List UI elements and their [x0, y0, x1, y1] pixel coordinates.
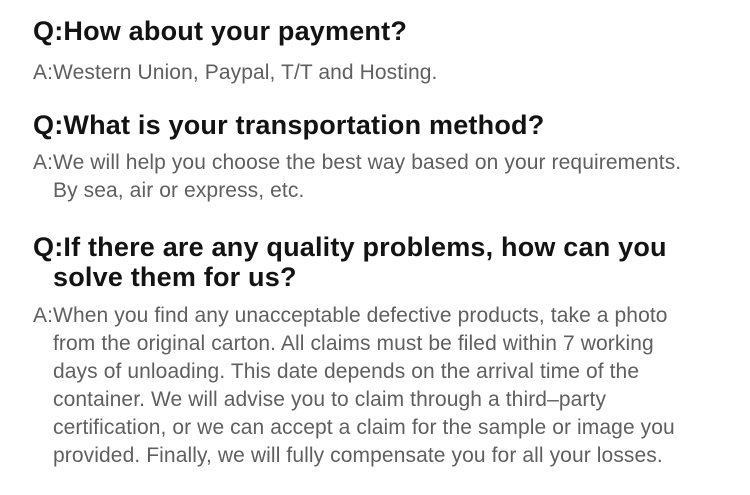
faq-question-quality-problems: Q:If there are any quality problems, how can you solve them for us? [33, 232, 667, 292]
faq-question-payment: Q:How about your payment? [33, 16, 408, 46]
faq-question-transportation: Q:What is your transportation method? [33, 110, 545, 140]
faq-answer-payment: A:Western Union, Paypal, T/T and Hosting. [33, 61, 438, 84]
faq-answer-quality-problems: A:When you find any unacceptable defective products, take a photo from the original carton. All claims must be filed within 7 working days of unloading. This date depends on the arrival time of the container. We will advise you to claim through a third–party certification, or we can accept a claim for the sample or image you provided. Finally, we will fully compensate you for all your losses. [33, 304, 675, 467]
faq-answer-transportation: A:We will help you choose the best way based on your requirements. By sea, air or express, etc. [33, 151, 682, 202]
